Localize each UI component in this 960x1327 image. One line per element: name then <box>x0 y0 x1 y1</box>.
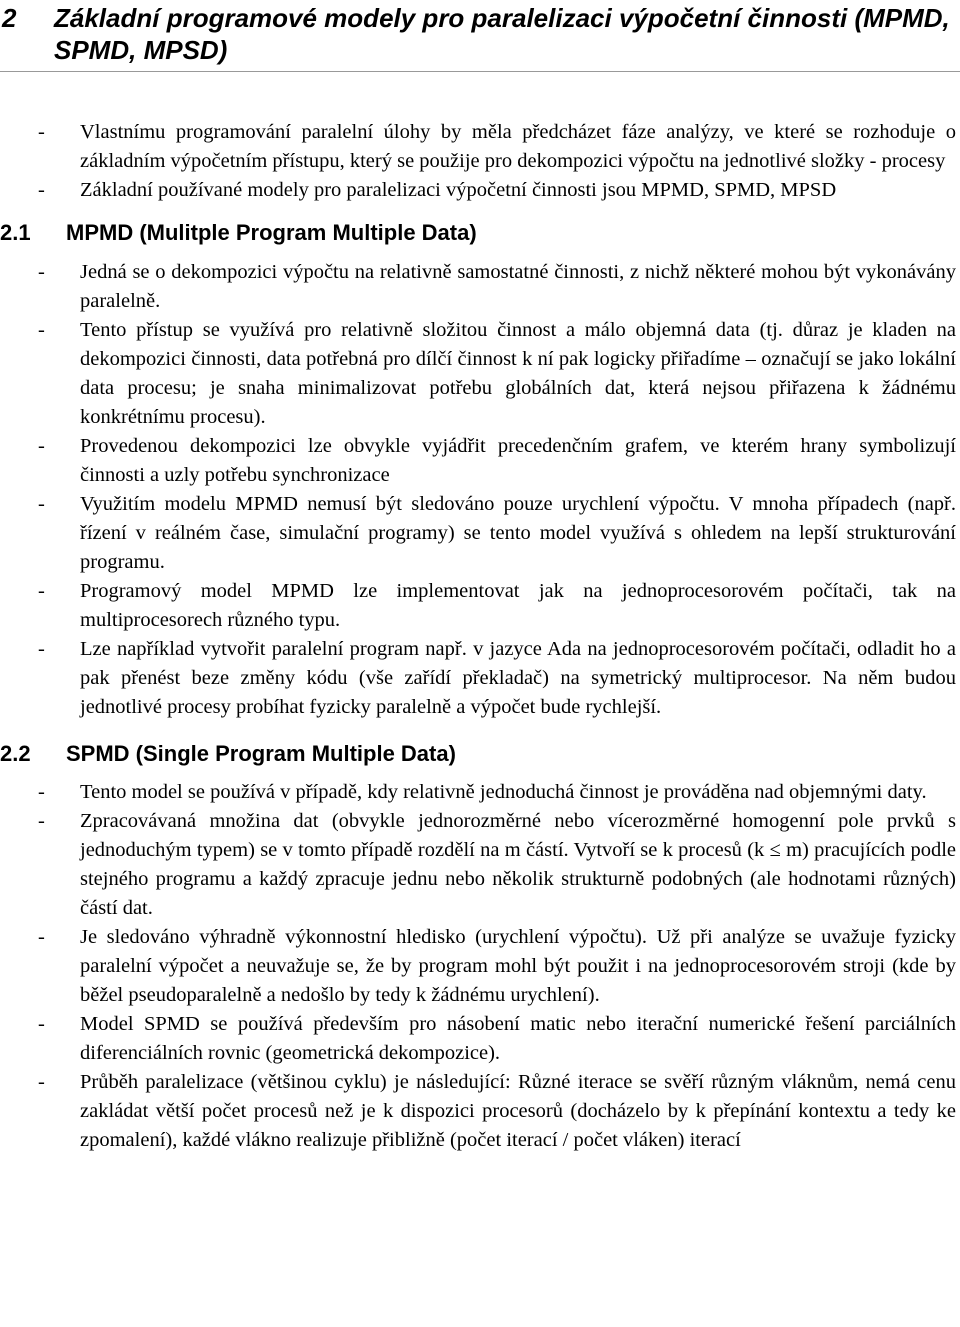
chapter-number: 2 <box>2 3 17 33</box>
list-item <box>0 923 960 1010</box>
list-item-text: Programový model MPMD lze implementovat jak na jednoprocesorovém počítači, tak na multiprocesorech různého typu. <box>80 580 956 631</box>
list-item <box>0 778 960 807</box>
section-heading-mpmd <box>0 219 960 247</box>
bullet-dash: - <box>38 1013 45 1035</box>
list-item <box>0 176 960 205</box>
bullet-dash: - <box>38 810 45 832</box>
list-item <box>0 432 960 490</box>
list-item-text: Základní používané modely pro paralelizaci výpočetní činnosti jsou MPMD, SPMD, MPSD <box>80 179 837 201</box>
mpmd-list <box>0 258 960 722</box>
list-item-text: Provedenou dekompozici lze obvykle vyjádřit precedenčním grafem, ve kterém hrany symbolizují činnosti a uzly potřebu synchronizace <box>80 435 956 486</box>
bullet-dash: - <box>38 781 45 803</box>
list-item <box>0 807 960 923</box>
list-item-text: Průběh paralelizace (většinou cyklu) je následující: Různé iterace se svěří různým vláknům, nemá cenu zakládat větší počet procesů než je k dispozici procesorů (docházelo by k přepínání kontextu a tedy ke zpomalení), každé vlákno realizuje přibližně (počet iterací / počet vláken) iterací <box>80 1071 956 1151</box>
list-item-text: Je sledováno výhradně výkonnostní hledisko (urychlení výpočtu). Už při analýze se uvažuje fyzicky paralelní výpočet a neuvažuje se, že by program mohl být použit i na jednoprocesorovém stroji (kde by běžel pseudoparalelně a nedošlo by tedy k žádnému urychlení). <box>80 926 956 1006</box>
heading-rule <box>0 71 960 72</box>
list-item <box>0 577 960 635</box>
list-item-text: Využitím modelu MPMD nemusí být sledováno pouze urychlení výpočtu. V mnoha případech (např. řízení v reálném čase, simulační programy) se tento model využívá s ohledem na lepší strukturování programu. <box>80 493 956 573</box>
list-item <box>0 118 960 176</box>
list-item <box>0 635 960 722</box>
section-number: 2.2 <box>0 741 31 766</box>
bullet-dash: - <box>38 493 45 515</box>
bullet-dash: - <box>38 319 45 341</box>
bullet-dash: - <box>38 638 45 660</box>
intro-list <box>0 118 960 205</box>
spmd-list <box>0 778 960 1155</box>
list-item <box>0 258 960 316</box>
list-item-text: Tento přístup se využívá pro relativně složitou činnost a málo objemná data (tj. důraz je kladen na dekompozici činnosti, data potřebná pro dílčí činnost k ní pak logicky přiřadíme – označují se jako lokální data procesu; je snaha minimalizovat potřebu globálních dat, která nejsou přiřazena k žádnému konkrétnímu procesu). <box>80 319 956 428</box>
list-item-text: Model SPMD se používá především pro násobení matic nebo iterační numerické řešení parciálních diferenciálních rovnic (geometrická dekompozice). <box>80 1013 956 1064</box>
bullet-dash: - <box>38 580 45 602</box>
chapter-heading <box>0 0 960 66</box>
list-item-text: Lze například vytvořit paralelní program např. v jazyce Ada na jednoprocesorovém počítači, odladit ho a pak přenést beze změny kódu (vše zařídí překladač) na symetrický multiprocesor. Na něm budou jednotlivé procesy probíhat fyzicky paralelně a výpočet bude rychlejší. <box>80 638 956 718</box>
bullet-dash: - <box>38 435 45 457</box>
bullet-dash: - <box>38 1071 45 1093</box>
bullet-dash: - <box>38 121 45 143</box>
section-title: MPMD (Mulitple Program Multiple Data) <box>66 220 477 245</box>
list-item <box>0 316 960 432</box>
list-item <box>0 1068 960 1155</box>
bullet-dash: - <box>38 261 45 283</box>
list-item <box>0 490 960 577</box>
section-title: SPMD (Single Program Multiple Data) <box>66 741 456 766</box>
section-heading-spmd <box>0 740 960 768</box>
bullet-dash: - <box>38 179 45 201</box>
list-item-text: Tento model se používá v případě, kdy relativně jednoduchá činnost je prováděna nad objemnými daty. <box>80 781 927 803</box>
bullet-dash: - <box>38 926 45 948</box>
list-item-text: Zpracovávaná množina dat (obvykle jednorozměrné nebo vícerozměrné homogenní pole prvků s jednoduchým typem) se v tomto případě rozdělí na m částí. Vytvoří se k procesů (k ≤ m) pracujících podle stejného programu a každý zpracuje jednu nebo několik strukturně podobných (ale hodnotami různých) částí dat. <box>80 810 956 919</box>
list-item <box>0 1010 960 1068</box>
chapter-title: Základní programové modely pro paralelizaci výpočetní činnosti (MPMD, SPMD, MPSD) <box>54 3 950 65</box>
list-item-text: Vlastnímu programování paralelní úlohy by měla předcházet fáze analýzy, ve které se rozhoduje o základním výpočetním přístupu, který se použije pro dekompozici výpočtu na jednotlivé složky - procesy <box>80 121 956 172</box>
section-number: 2.1 <box>0 220 31 245</box>
list-item-text: Jedná se o dekompozici výpočtu na relativně samostatné činnosti, z nichž některé mohou být vykonávány paralelně. <box>80 261 956 312</box>
